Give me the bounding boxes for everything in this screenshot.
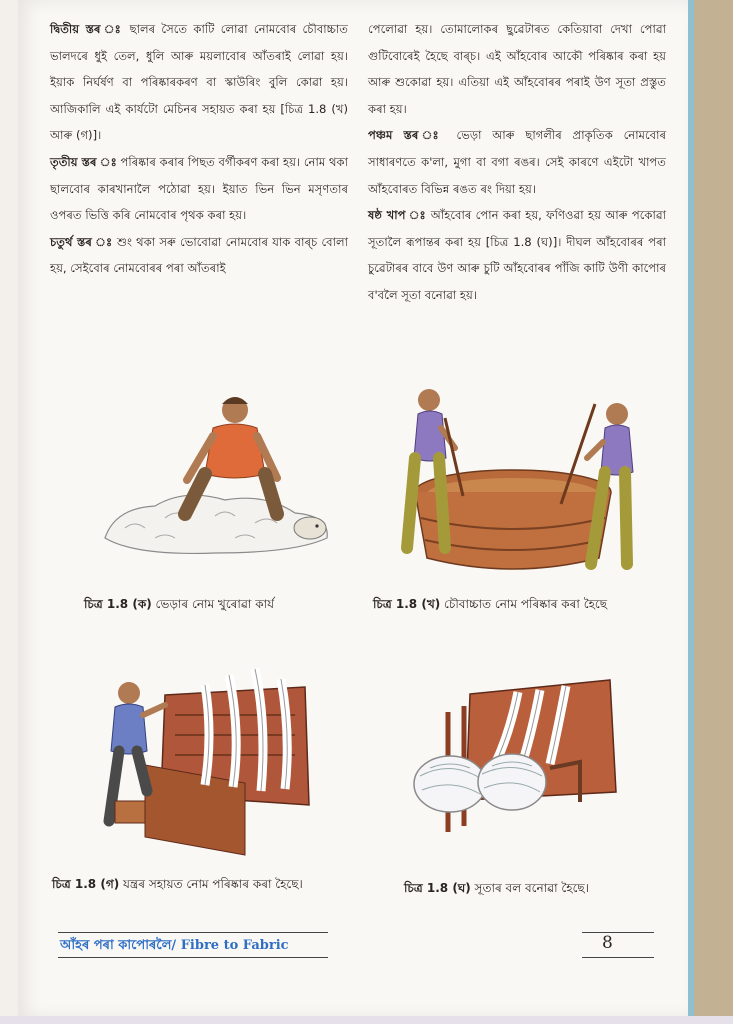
stage-body: শুং থকা সৰু ভোবোৱা নোমবোৰ যাক বাৰ্‌চ বোলা হয়, সেইবোৰ নোমবোৰৰ পৰা আঁতৰাই xyxy=(50,234,349,276)
stage-label: ষষ্ঠ খাপ ঃ xyxy=(368,208,427,223)
footer-rule-top xyxy=(58,932,328,933)
page-number: 8 xyxy=(602,933,613,953)
chapter-title: আঁহৰ পৰা কাপোৰলৈ/ Fibre to Fabric xyxy=(60,938,289,953)
paragraph-stage-4 xyxy=(50,229,348,282)
figure-caption-text: সূতাৰ বল বনোৱা হৈছে। xyxy=(470,881,589,895)
paragraph-stage-6 xyxy=(368,202,666,308)
figure-machine-illustration xyxy=(95,655,335,860)
figure-yarn-illustration xyxy=(400,672,630,832)
page-number-rule-bottom xyxy=(582,957,654,958)
paragraph-stage-3 xyxy=(50,149,348,229)
stage-body: পৰিষ্কাৰ কৰাৰ পিছত বৰ্গীকৰণ কৰা হয়। নোম থকা ছালবোৰ কাৰখানালৈ পঠোৱা হয়। ইয়াত ভিন ভিন মসৃণতাৰ ওপৰত ভিত্তি কৰি নোমবোৰ পৃথক কৰা হয়। xyxy=(50,154,348,223)
stage-label: চতুৰ্থ স্তৰ ঃ xyxy=(50,234,113,249)
stage-body: পেলোৱা হয়। তোমালোকৰ ছুৱেটাৰত কেতিয়াবা দেখা পোৱা গুটিবোৰেই হৈছে বাৰ্‌চ। এই আঁহবোৰ আকৌ পৰিষ্কাৰ কৰা হয় আৰু শুকোৱা হয়। এতিয়া এই আঁহবোৰৰ পৰাই উণ সূতা প্ৰস্তুত কৰা হয়। xyxy=(368,22,666,116)
bottom-edge xyxy=(0,1016,733,1024)
figure-caption-ka xyxy=(84,596,274,616)
right-text-column xyxy=(368,16,666,309)
figure-caption-text: চৌবাচ্চাত নোম পৰিষ্কাৰ কৰা হৈছে xyxy=(440,597,607,611)
stage-body: ভেড়া আৰু ছাগলীৰ প্ৰাকৃতিক নোমবোৰ সাধাৰণতে ক'লা, মুগা বা বগা ৰঙৰ। সেই কাৰণে এইটো খাপত আঁহবোৰত বিভিন্ন ৰঙত ৰং দিয়া হয়। xyxy=(368,128,666,196)
footer-rule-bottom xyxy=(58,957,328,958)
stage-label: তৃতীয় স্তৰ ঃ xyxy=(50,154,117,169)
paragraph-continued xyxy=(368,16,666,122)
figure-washing-illustration xyxy=(385,388,645,583)
figure-label: চিত্ৰ 1.8 (ঘ) xyxy=(404,881,471,895)
stage-label: পঞ্চম স্তৰ ঃ xyxy=(368,128,446,143)
figure-caption-text: যন্ত্ৰৰ সহায়ত নোম পৰিষ্কাৰ কৰা হৈছে। xyxy=(119,877,303,891)
figure-label: চিত্ৰ 1.8 (খ) xyxy=(373,597,441,611)
stage-body: ছালৰ সৈতে কাটি লোৱা নোমবোৰ চৌবাচ্চাত ভালদৰে ধুই তেল, ধুলি আৰু ময়লাবোৰ আঁতৰাই লোৱা হয়। ইয়াক নিৰ্ঘৰ্ষণ বা পৰিষ্কাৰকৰণ বা স্কাউৰিং বুলি কোৱা হয়। আজিকালি এই কাৰ্যটো মেচিনৰ সহায়ত কৰা হয় [চিত্ৰ 1.8 (খ) আৰু (গ)]। xyxy=(50,22,349,143)
figure-caption-kha xyxy=(373,596,607,616)
paragraph-stage-2 xyxy=(50,16,348,149)
figure-caption-ga xyxy=(52,876,303,896)
figure-caption-gha xyxy=(404,880,589,900)
figure-label: চিত্ৰ 1.8 (ক) xyxy=(84,597,152,611)
paragraph-stage-5 xyxy=(368,122,666,202)
stage-body: আঁহবোৰ পোন কৰা হয়, ফণিওৱা হয় আৰু পকোৱা সূতালৈ ৰূপান্তৰ কৰা হয় [চিত্ৰ 1.8 (ঘ)]। দীঘল আঁহবোৰৰ পৰা চুৱেটাৰৰ বাবে উণ আৰু চুটি আঁহবোৰৰ পাঁজি কাটি উণী কাপোৰ ব'বলৈ সূতা বনোৱা হয়। xyxy=(368,208,666,302)
stage-label: দ্বিতীয় স্তৰ ঃ xyxy=(50,22,124,36)
figure-shearing-illustration xyxy=(95,388,340,568)
left-text-column xyxy=(50,16,348,282)
figure-label: চিত্ৰ 1.8 (গ) xyxy=(52,877,120,891)
page-number-rule-top xyxy=(582,932,654,933)
edge-strip xyxy=(688,0,694,1024)
figure-caption-text: ভেড়াৰ নোম খুৰোৱা কাৰ্য xyxy=(151,597,274,611)
book-edge xyxy=(688,0,733,1024)
